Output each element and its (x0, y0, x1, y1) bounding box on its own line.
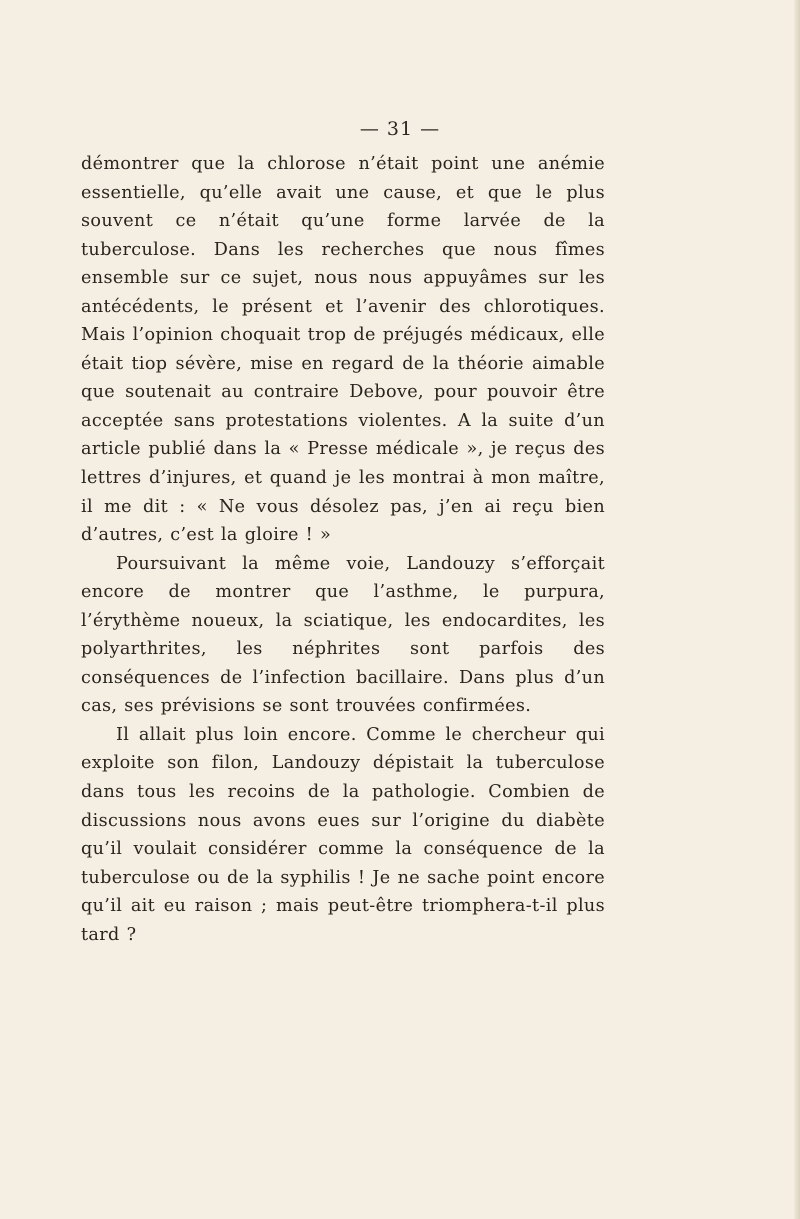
page-number: — 31 — (359, 118, 441, 140)
paragraph-3: Il allait plus loin encore. Comme le chercheur qui exploite son filon, Landouzy dépistait la tuberculose dans tous les recoins de la pathologie. Combien de discussions nous avons eues sur l’origine du diabète qu’il voulait considérer comme la conséquence de la tuberculose ou de la syphilis ! Je ne sache point encore qu’il ait eu raison ; mais peut-être triomphera-t-il plus tard ? (81, 724, 605, 945)
paragraph-1: démontrer que la chlorose n’était point une anémie essentielle, qu’elle avait une cause, et que le plus souvent ce n’était qu’une forme larvée de la tuberculose. Dans les recherches que nous fîmes ensemble sur ce sujet, nous nous appuyâmes sur les antécédents, le présent et l’avenir des chlorotiques. Mais l’opinion choquait trop de préjugés médicaux, elle était tiop sévère, mise en regard de la théorie aimable que soutenait au contraire Debove, pour pouvoir être acceptée sans protestations violentes. A la suite d’un article publié dans la « Presse médicale », je reçus des lettres d’injures, et quand je les montrai à mon maître, il me dit : « Ne vous désolez pas, j’en ai reçu bien d’autres, c’est la gloire ! » (81, 154, 605, 546)
paragraph-2: Poursuivant la même voie, Landouzy s’efforçait encore de montrer que l’asthme, le purpura, l’érythème noueux, la sciatique, les endocardites, les polyarthrites, les néphrites sont parfois des conséquences de l’infection bacillaire. Dans plus d’un cas, ses prévisions se sont trouvées confirmées. (81, 553, 605, 717)
page-edge (794, 0, 800, 1219)
body-text (81, 150, 605, 949)
